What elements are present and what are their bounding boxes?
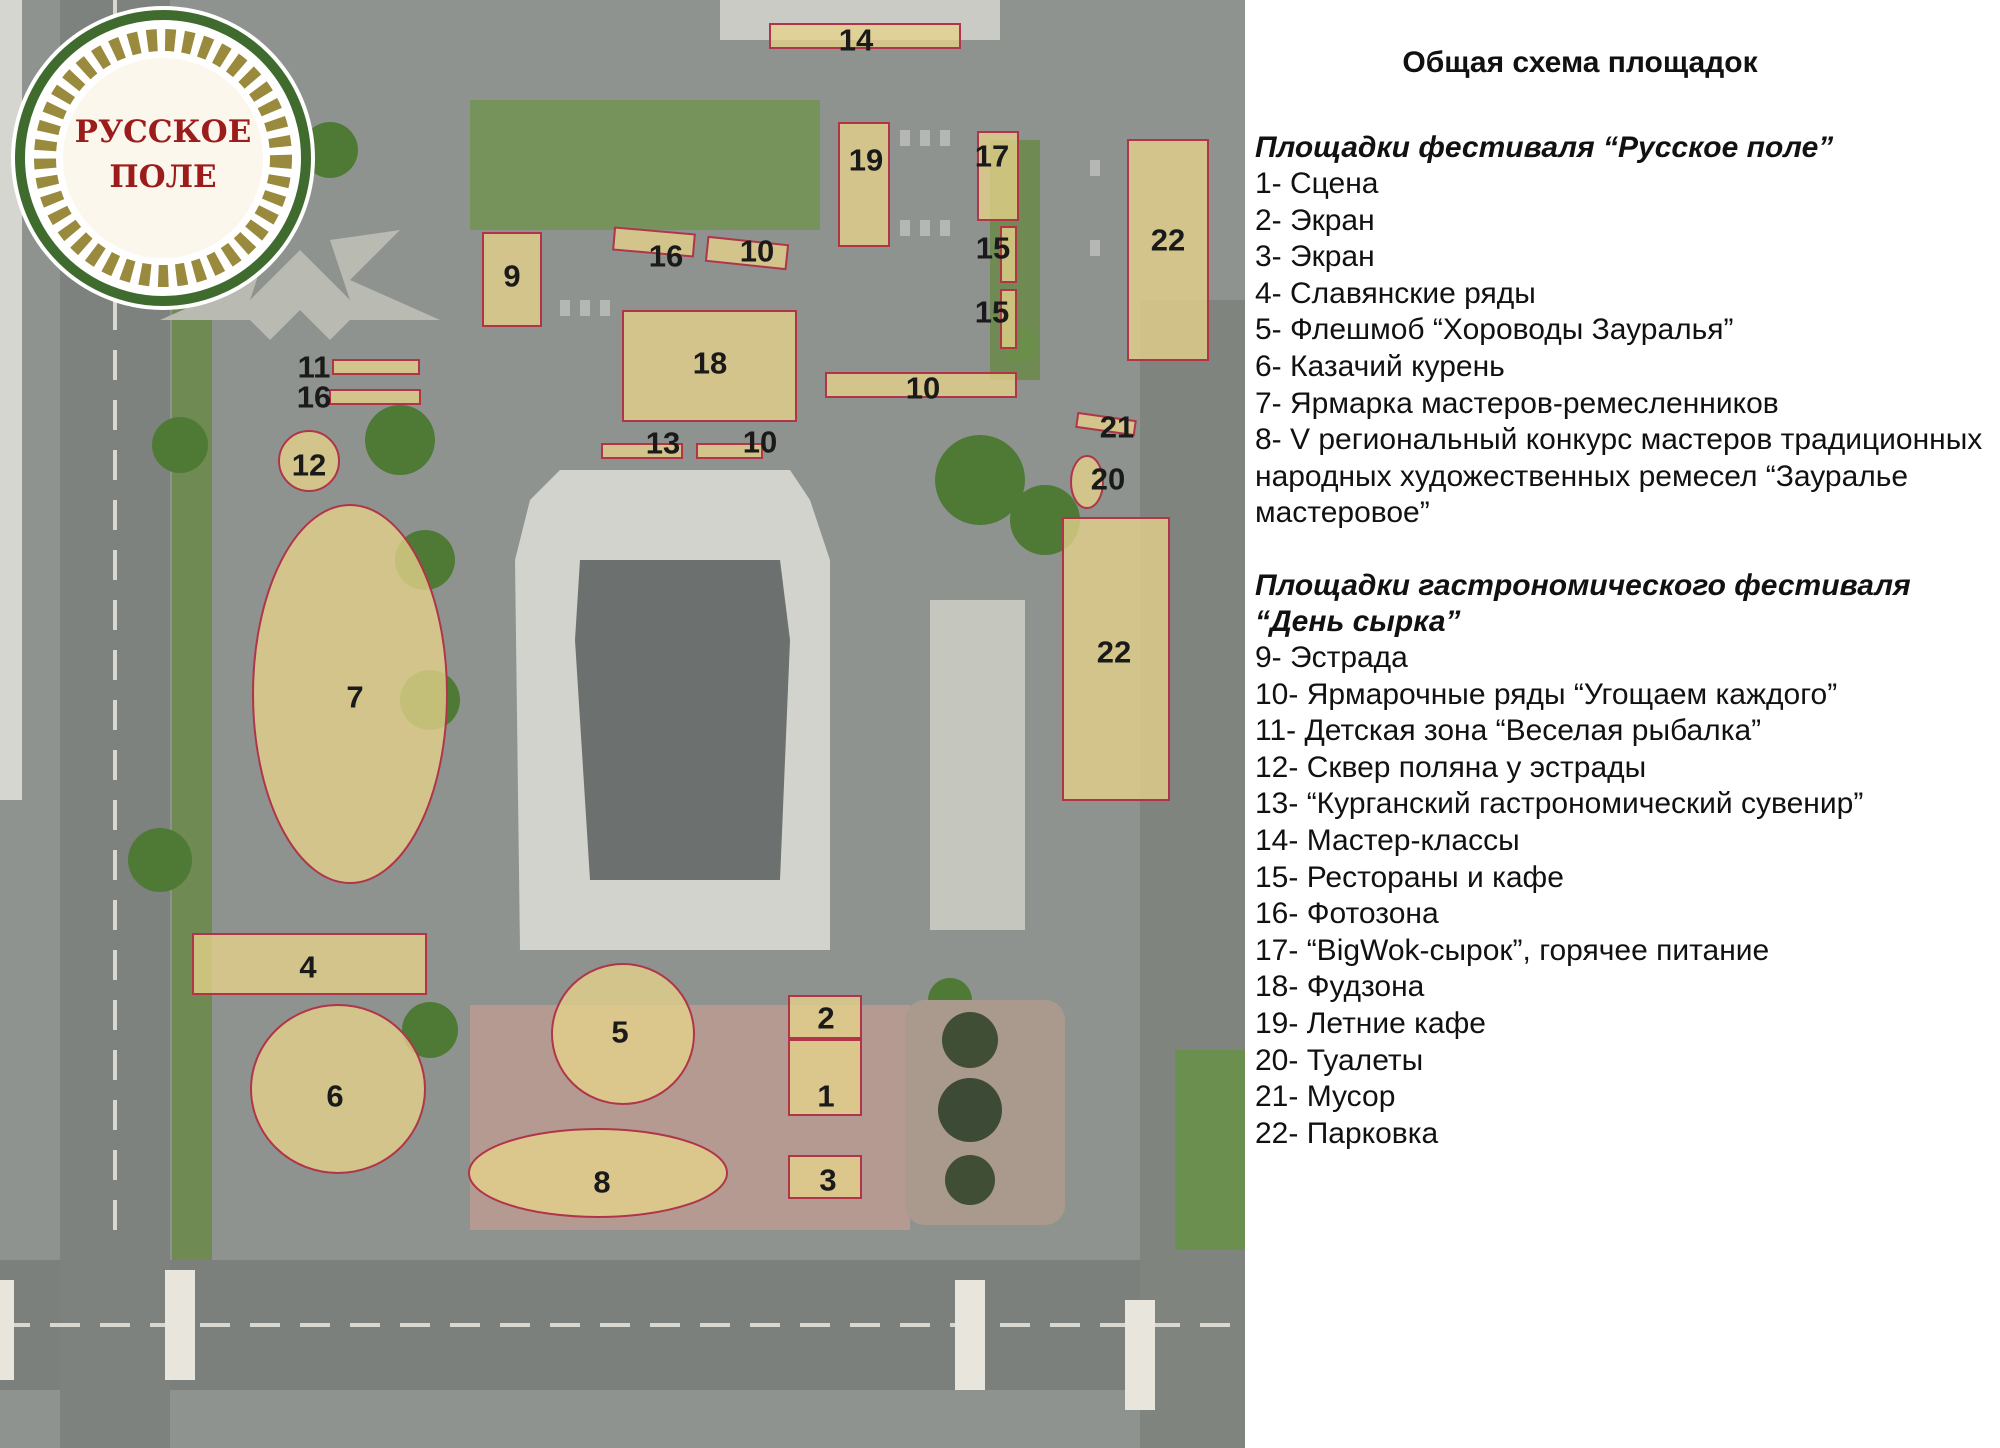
legend-item: 19- Летние кафе xyxy=(1255,1006,1486,1040)
section-heading-cheese-day: Площадки гастрономического фестиваля “День сырка” xyxy=(1255,569,1911,638)
legend-item: 9- Эстрада xyxy=(1255,641,1408,674)
legend-section-russian-field xyxy=(1255,130,1995,532)
zone-label-21: 21 xyxy=(1099,409,1135,445)
zone-label-20: 20 xyxy=(1090,461,1126,497)
legend-panel xyxy=(1255,0,1995,1448)
zone-label-6: 6 xyxy=(326,1078,344,1114)
legend-title: Общая схема площадок xyxy=(1402,46,1758,79)
fountain-north xyxy=(942,1012,998,1068)
legend-item: 18- Фудзона xyxy=(1255,970,1425,1004)
zone-label-16a: 16 xyxy=(648,238,684,274)
legend-item: 13- “Курганский гастрономический сувенир” xyxy=(1255,787,1864,821)
zone-label-10b: 10 xyxy=(905,370,941,406)
zone-label-15b: 15 xyxy=(974,294,1010,330)
logo-title-line2: ПОЛЕ xyxy=(109,159,217,195)
legend-item: 11- Детская зона “Веселая рыбалка” xyxy=(1255,714,1762,748)
legend-item: 1- Сцена xyxy=(1255,167,1379,200)
zone-label-22b: 22 xyxy=(1096,634,1132,670)
legend-item: 3- Экран xyxy=(1255,240,1375,274)
theater-roof xyxy=(575,560,790,880)
legend-section-cheese-day xyxy=(1255,568,1995,1152)
zone-label-7: 7 xyxy=(346,679,364,715)
legend-item: 8- V региональный конкурс мастеров традиционных народных художественных ремесел “Зауралье мастеровое” xyxy=(1255,423,1983,530)
building-east xyxy=(930,600,1025,930)
legend-list-russian-field xyxy=(1255,166,1995,532)
zone-11[interactable] xyxy=(333,360,419,374)
legend-item: 12- Сквер поляна у эстрады xyxy=(1255,750,1647,784)
legend-item: 7- Ярмарка мастеров-ремесленников xyxy=(1255,386,1779,420)
zone-label-15a: 15 xyxy=(975,230,1011,266)
festival-logo xyxy=(11,6,315,310)
legend-item: 5- Флешмоб “Хороводы Зауралья” xyxy=(1255,313,1734,347)
zone-label-17: 17 xyxy=(974,138,1010,174)
zone-label-3: 3 xyxy=(819,1162,837,1198)
legend-item: 16- Фотозона xyxy=(1255,897,1439,931)
legend-item: 2- Экран xyxy=(1255,203,1375,237)
section-heading-russian-field: Площадки фестиваля “Русское поле” xyxy=(1255,131,1834,164)
lawn-north xyxy=(470,100,820,230)
zone-16b[interactable] xyxy=(330,390,420,404)
zone-label-22a: 22 xyxy=(1150,222,1186,258)
zone-label-4: 4 xyxy=(299,949,317,985)
fountain-south xyxy=(945,1155,995,1205)
fountain-middle xyxy=(938,1078,1002,1142)
zone-label-2: 2 xyxy=(817,1000,835,1036)
road-right xyxy=(1140,300,1245,1448)
zone-label-5: 5 xyxy=(611,1014,629,1050)
zone-label-10a: 10 xyxy=(739,233,775,269)
zone-label-10c: 10 xyxy=(742,424,778,460)
legend-item: 10- Ярмарочные ряды “Угощаем каждого” xyxy=(1255,677,1838,711)
zone-label-14: 14 xyxy=(838,22,874,58)
logo-inner-disc xyxy=(63,58,263,258)
legend-item: 21- Мусор xyxy=(1255,1080,1396,1114)
legend-item: 15- Рестораны и кафе xyxy=(1255,860,1564,894)
zone-label-9: 9 xyxy=(503,258,521,294)
legend-item: 20- Туалеты xyxy=(1255,1043,1424,1077)
legend-item: 6- Казачий курень xyxy=(1255,349,1505,383)
legend-list-cheese-day xyxy=(1255,640,1995,1152)
logo-title-line1: РУССКОЕ xyxy=(74,114,252,150)
legend-item: 4- Славянские ряды xyxy=(1255,276,1536,310)
zone-label-11: 11 xyxy=(297,349,331,385)
zone-label-12: 12 xyxy=(291,447,327,483)
legend-item: 22- Парковка xyxy=(1255,1116,1439,1150)
zone-label-1: 1 xyxy=(817,1078,835,1114)
zone-label-18: 18 xyxy=(692,345,728,381)
zone-label-13: 13 xyxy=(645,425,681,461)
zone-label-16b: 16 xyxy=(296,379,332,415)
zone-19[interactable] xyxy=(839,123,889,246)
zone-label-8: 8 xyxy=(593,1164,611,1200)
legend-item: 17- “BigWok-сырок”, горячее питание xyxy=(1255,933,1770,967)
legend-item: 14- Мастер-классы xyxy=(1255,823,1520,857)
lawn-east xyxy=(1175,1050,1245,1250)
zone-label-19: 19 xyxy=(848,142,884,178)
